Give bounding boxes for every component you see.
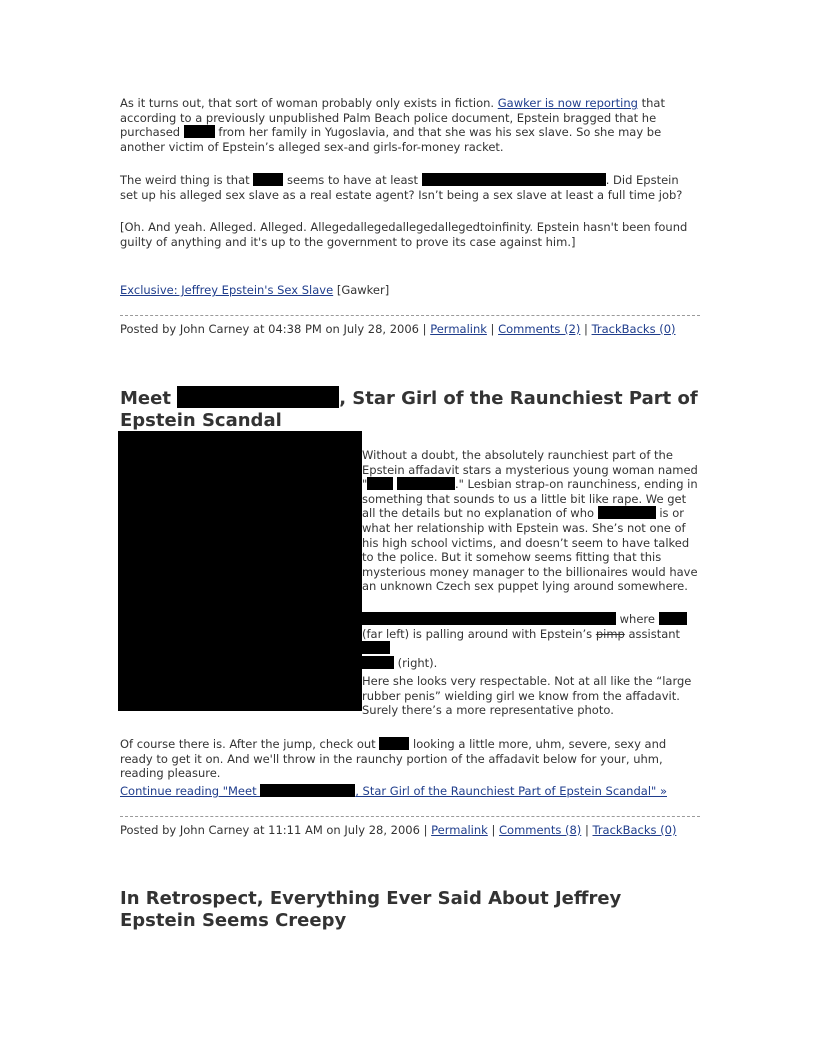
post-separator — [120, 315, 700, 316]
redaction-box — [362, 656, 394, 669]
post3-title[interactable]: In Retrospect, Everything Ever Said About Jeffrey Epstein Seems Creepy — [120, 888, 622, 931]
trackbacks-link[interactable]: TrackBacks (0) — [592, 823, 677, 837]
permalink-link[interactable]: Permalink — [431, 823, 488, 837]
gawker-reporting-link[interactable]: Gawker is now reporting — [497, 96, 638, 110]
permalink-link[interactable]: Permalink — [430, 322, 487, 336]
redaction-box — [253, 173, 283, 186]
post2-column-paragraph-3: Here she looks very respectable. Not at all like the “large rubber penis” wielding girl we know from the affadavit. Surely there’s a more representative photo. — [362, 674, 692, 718]
post1-paragraph-3: [Oh. And yeah. Alleged. Alleged. Allegedallegedallegedallegedtoinfinity. Epstein hasn't been found guilty of anything and it's up to the government to prove its case against him.] — [120, 220, 688, 249]
redaction-box — [260, 784, 355, 797]
redaction-box — [177, 386, 339, 408]
continue-reading-link[interactable]: Continue reading "Meet , Star Girl of the Raunchiest Part of Epstein Scandal" » — [120, 784, 667, 798]
redaction-box — [659, 612, 687, 625]
redaction-box — [379, 737, 409, 750]
redaction-box — [598, 506, 656, 519]
trackbacks-link[interactable]: TrackBacks (0) — [591, 322, 676, 336]
redaction-box — [362, 612, 616, 625]
post2-column-paragraph-2: where (far left) is palling around with Epstein’s pimp assistant (right). — [362, 612, 698, 670]
post2-column-paragraph-1: Without a doubt, the absolutely raunchiest part of the Epstein affadavit stars a mysterious young woman named " ." Lesbian strap-on raunchiness, ending in something that sounds to us a little bit like rape. We get all the details but no explanation of who is or what her relationship with Epstein was. She’s not one of his high school victims, and doesn’t seem to have talked to the police. But it somehow seems fitting that this mysterious money manager to the billionaires would have an unknown Czech sex puppet lying around somewhere. — [362, 448, 698, 594]
comments-link[interactable]: Comments (2) — [498, 322, 581, 336]
post1-source: Exclusive: Jeffrey Epstein's Sex Slave [Gawker] — [120, 283, 390, 297]
post2-footer: Posted by John Carney at 11:11 AM on July 28, 2006 | Permalink | Comments (8) | TrackBacks (0) — [120, 823, 677, 837]
redaction-box — [184, 125, 215, 138]
post1-paragraph-1: As it turns out, that sort of woman probably only exists in fiction. Gawker is now reporting that according to a previously unpublished Palm Beach police document, Epstein bragged that he purchased from her family in Yugoslavia, and that she was his sex slave. So she may be another victim of Epstein’s alleged sex-and girls-for-money racket. — [120, 96, 665, 154]
comments-link[interactable]: Comments (8) — [499, 823, 582, 837]
post-separator — [120, 816, 700, 817]
post1-paragraph-2: The weird thing is that seems to have at least . Did Epstein set up his alleged sex slave as a real estate agent? Isn’t being a sex slave at least a full time job? — [120, 173, 683, 202]
redaction-box — [422, 173, 606, 186]
post2-title[interactable]: Meet , Star Girl of the Raunchiest Part of Epstein Scandal — [120, 388, 698, 431]
redacted-photo — [118, 431, 362, 711]
redaction-box — [397, 477, 455, 490]
source-link[interactable]: Exclusive: Jeffrey Epstein's Sex Slave — [120, 283, 334, 297]
continue-reading — [120, 784, 698, 799]
redaction-box — [362, 641, 390, 654]
post2-paragraph-4: Of course there is. After the jump, check out looking a little more, uhm, severe, sexy and ready to get it on. And we'll throw in the raunchy portion of the affadavit below for your, uhm, reading pleasure. — [120, 737, 667, 781]
redaction-box — [367, 477, 393, 490]
post1-footer: Posted by John Carney at 04:38 PM on July 28, 2006 | Permalink | Comments (2) | TrackBacks (0) — [120, 322, 676, 336]
